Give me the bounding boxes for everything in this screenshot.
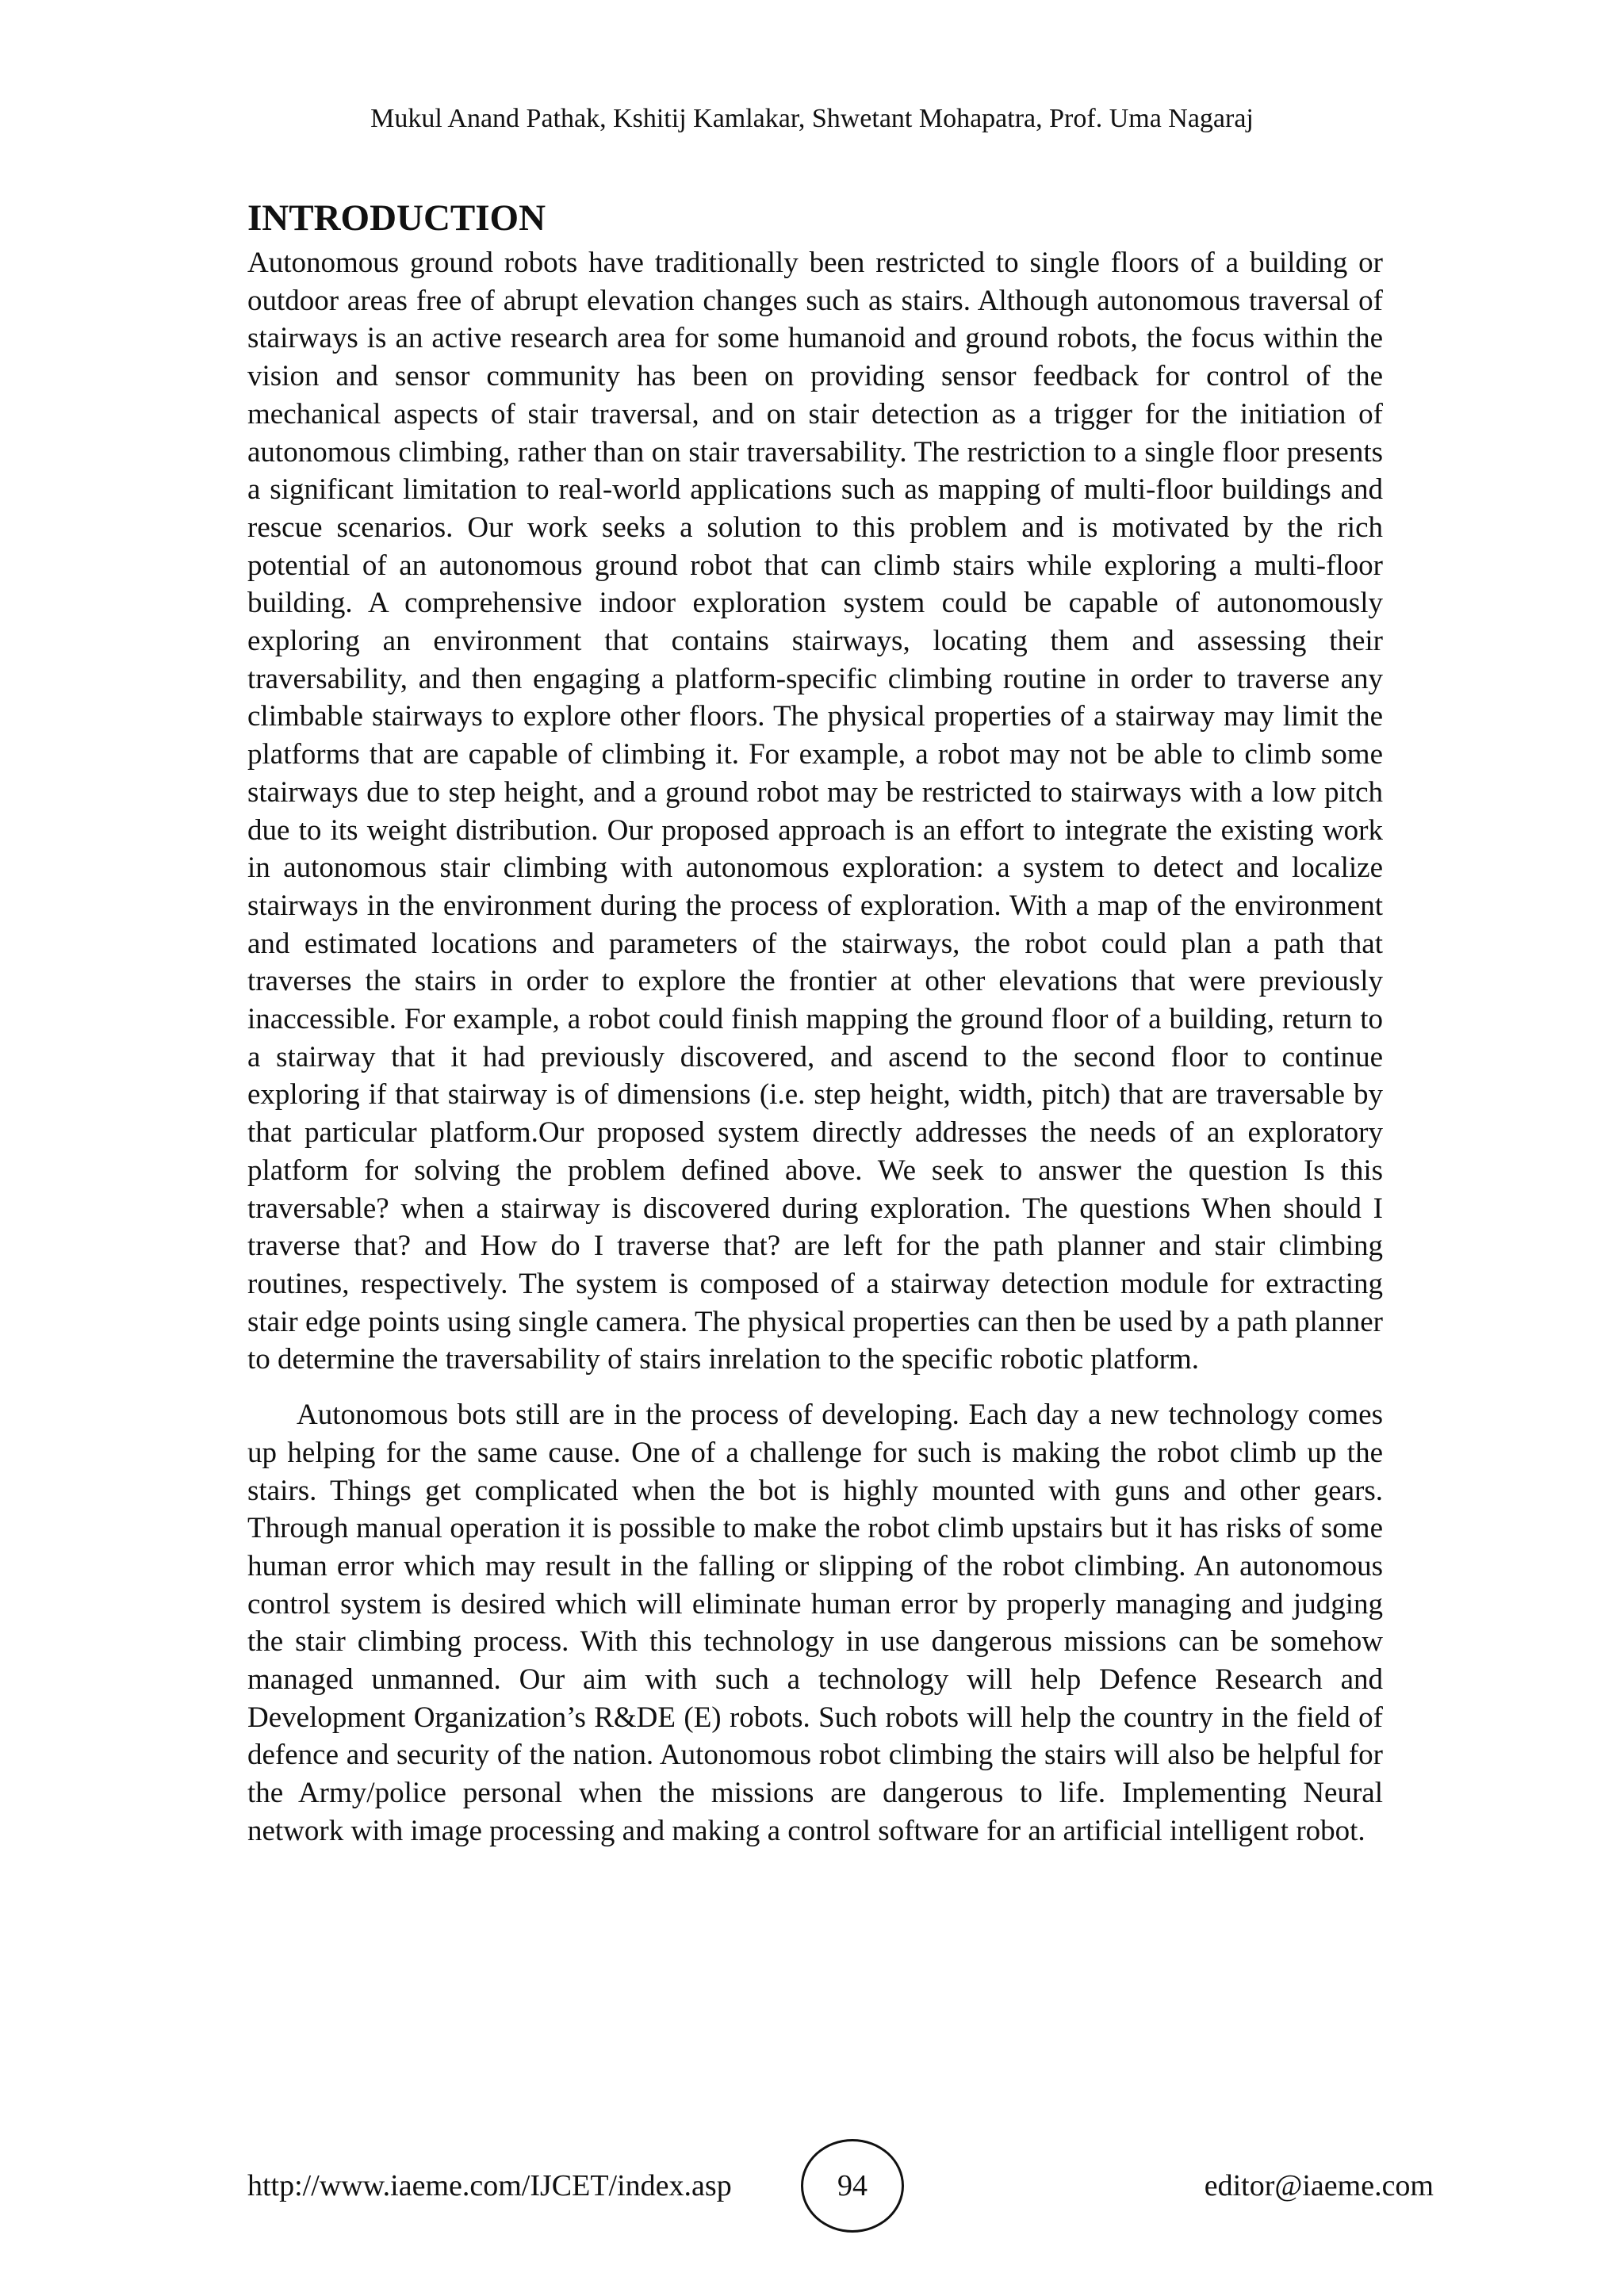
- running-header-authors: Mukul Anand Pathak, Kshitij Kamlakar, Shwetant Mohapatra, Prof. Uma Nagaraj: [370, 104, 1254, 133]
- paragraph-1: Autonomous ground robots have traditionally been restricted to single floors of a building or outdoor areas free of abrupt elevation changes such as stairs. Although autonomous traversal of stairways is an active research area for some humanoid and ground robots, the focus within the vision and sensor community has been on providing sensor feedback for control of the mechanical aspects of stair traversal, and on stair detection as a trigger for the initiation of autonomous climbing, rather than on stair traversability. The restriction to a single floor presents a significant limitation to real-world applications such as mapping of multi-floor buildings and rescue scenarios. Our work seeks a solution to this problem and is motivated by the rich potential of an autonomous ground robot that can climb stairs while exploring a multi-floor building. A comprehensive indoor exploration system could be capable of autonomously exploring an environment that contains stairways, locating them and assessing their traversability, and then engaging a platform-specific climbing routine in order to traverse any climbable stairways to explore other floors. The physical properties of a stairway may limit the platforms that are capable of climbing it. For example, a robot may not be able to climb some stairways due to step height, and a ground robot may be restricted to stairways with a low pitch due to its weight distribution. Our proposed approach is an effort to integrate the existing work in autonomous stair climbing with autonomous exploration: a system to detect and localize stairways in the environment during the process of exploration. With a map of the environment and estimated locations and parameters of the stairways, the robot could plan a path that traverses the stairs in order to explore the frontier at other elevations that were previously inaccessible. For example, a robot could finish mapping the ground floor of a building, return to a stairway that it had previously discovered, and ascend to the second floor to continue exploring if that stairway is of dimensions (i.e. step height, width, pitch) that are traversable by that particular platform.Our proposed system directly addresses the needs of an exploratory platform for solving the problem defined above. We seek to answer the question Is this traversable? when a stairway is discovered during exploration. The questions When should I traverse that? and How do I traverse that? are left for the path planner and stair climbing routines, respectively. The system is composed of a stairway detection module for extracting stair edge points using single camera. The physical properties can then be used by a path planner to determine the traversability of stairs inrelation to the specific robotic platform.: [247, 247, 1383, 1376]
- paragraph-2: Autonomous bots still are in the process of developing. Each day a new technology comes up helping for the same cause. One of a challenge for such is making the robot climb up the stairs. Things get complicated when the bot is highly mounted with guns and other gears. Through manual operation it is possible to make the robot climb upstairs but it has risks of some human error which may result in the falling or slipping of the robot climbing. An autonomous control system is desired which will eliminate human error by properly managing and judging the stair climbing process. With this technology in use dangerous missions can be somehow managed unmanned. Our aim with such a technology will help Defence Research and Development Organization’s R&DE (E) robots. Such robots will help the country in the field of defence and security of the nation. Autonomous robot climbing the stairs will also be helpful for the Army/police personal when the missions are dangerous to life. Implementing Neural network with image processing and making a control software for an artificial intelligent robot.: [247, 1399, 1383, 1847]
- page-number: 94: [837, 2169, 868, 2202]
- section-heading: INTRODUCTION: [247, 197, 546, 239]
- footer-email-link[interactable]: editor@iaeme.com: [1204, 2169, 1434, 2202]
- page-footer: [0, 2139, 1624, 2234]
- page-number-badge: [801, 2139, 904, 2233]
- article-body: [247, 193, 1383, 1850]
- footer-url-link[interactable]: http://www.iaeme.com/IJCET/index.asp: [247, 2169, 732, 2202]
